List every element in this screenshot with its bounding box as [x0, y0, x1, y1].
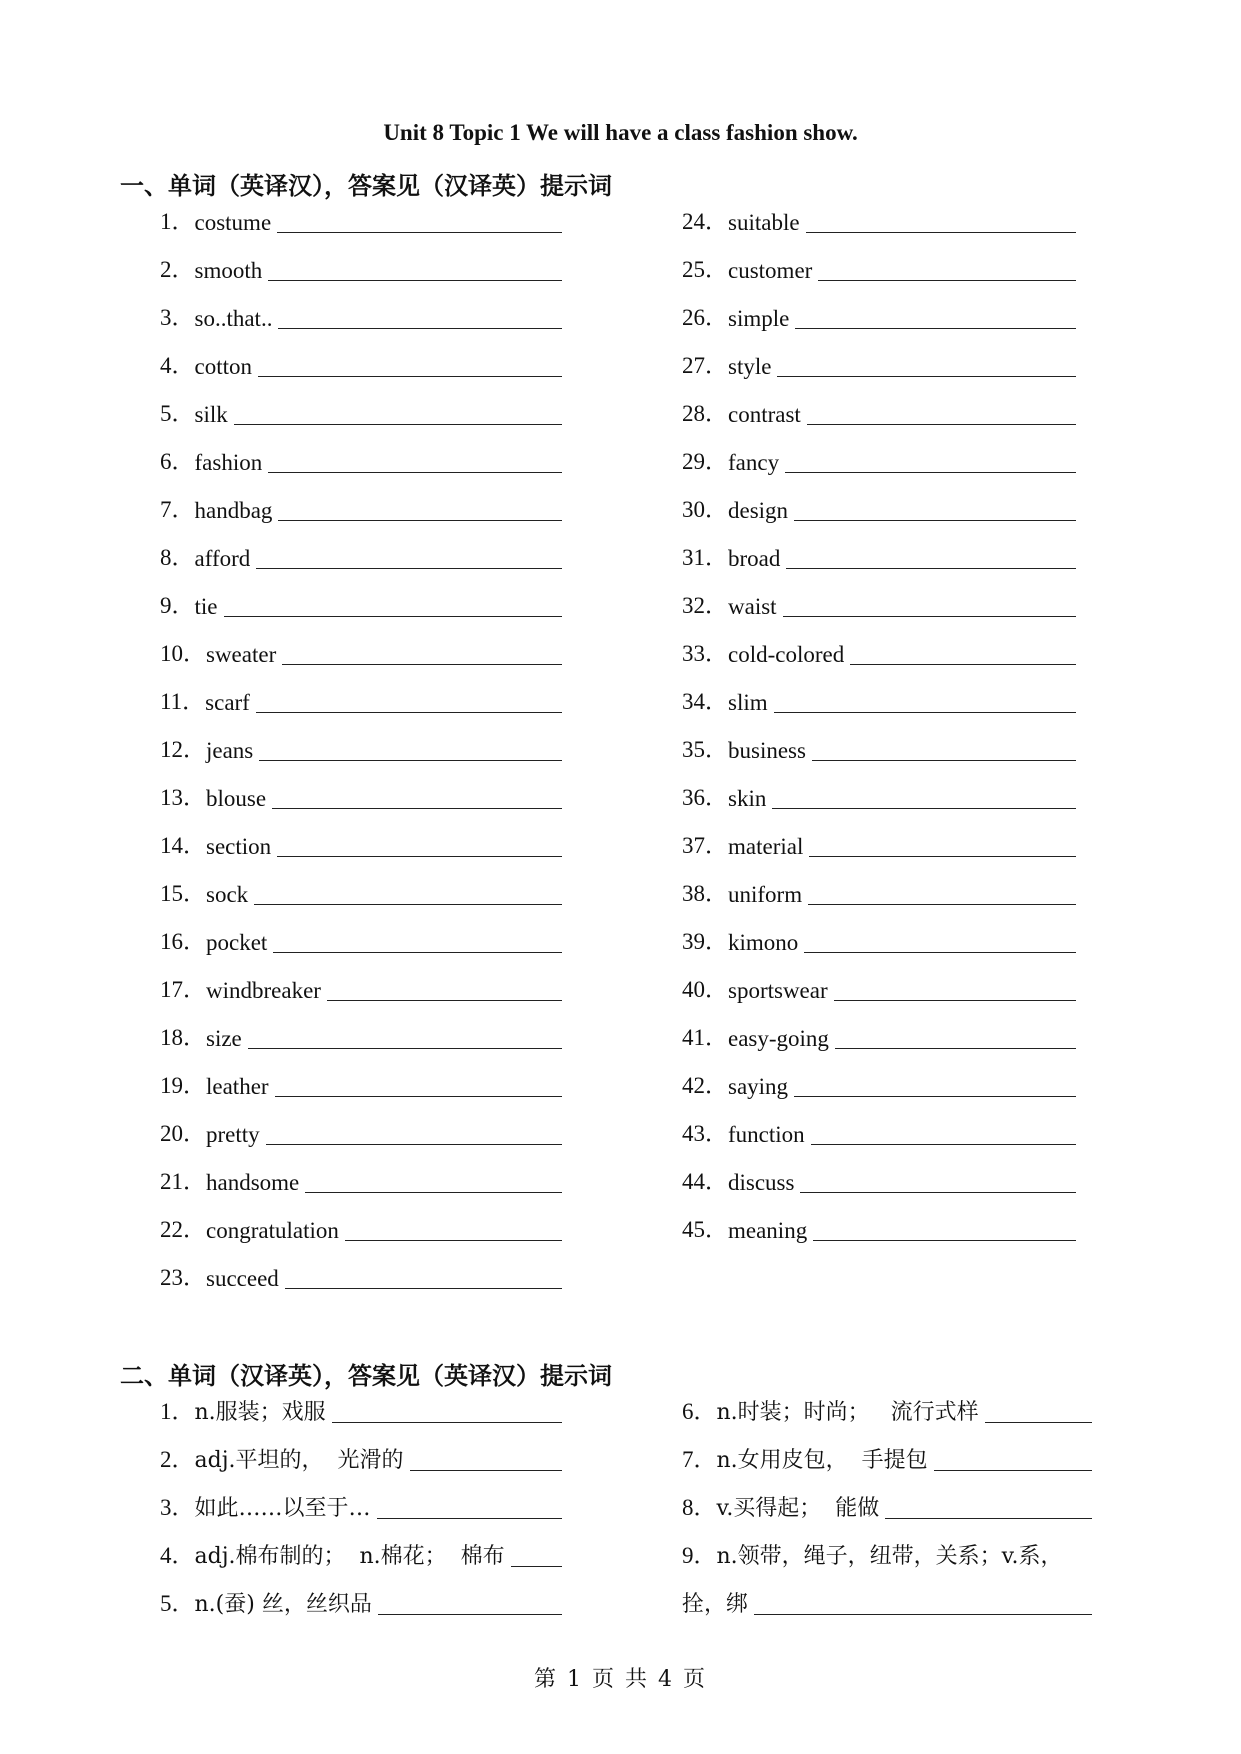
answer-blank[interactable]	[813, 1240, 1076, 1241]
answer-blank[interactable]	[258, 376, 562, 377]
vocab-item	[682, 860, 1076, 908]
item-word: n.时装；时尚； 流行式样	[716, 1400, 979, 1425]
item-word: 拴，绑	[682, 1592, 749, 1617]
vocab-item	[160, 1100, 562, 1148]
item-word: slim	[728, 690, 768, 715]
vocab-item	[682, 716, 1076, 764]
vocab-item	[682, 380, 1076, 428]
item-word: customer	[728, 258, 813, 283]
item-word: waist	[728, 594, 777, 619]
answer-blank[interactable]	[410, 1470, 562, 1471]
item-number: 4．	[160, 1543, 195, 1568]
vocab-item	[160, 764, 562, 812]
answer-blank[interactable]	[809, 856, 1076, 857]
vocab-item	[682, 668, 1076, 716]
answer-blank[interactable]	[777, 376, 1076, 377]
vocab-item	[682, 1378, 1092, 1426]
item-number: 18．	[160, 1025, 206, 1050]
item-word: sportswear	[728, 978, 828, 1003]
vocab-item	[682, 524, 1076, 572]
vocab-item	[160, 1570, 562, 1618]
page-title: Unit 8 Topic 1 We will have a class fashion show.	[383, 120, 858, 145]
item-word: n.领带，绳子，纽带，关系；v.系，	[716, 1544, 1063, 1569]
item-word: material	[728, 834, 804, 859]
vocab-item	[682, 572, 1076, 620]
item-word: handbag	[194, 498, 273, 523]
vocab-item	[160, 1522, 562, 1570]
page-footer: 第 1 页 共 4 页	[534, 1667, 707, 1692]
answer-blank[interactable]	[818, 280, 1076, 281]
item-word: succeed	[206, 1266, 279, 1291]
section1-left-column	[160, 188, 562, 1292]
answer-blank[interactable]	[256, 712, 562, 713]
vocab-item	[682, 1196, 1076, 1244]
item-word: scarf	[205, 690, 250, 715]
vocab-item	[682, 1100, 1076, 1148]
answer-blank[interactable]	[795, 328, 1076, 329]
section2-heading: 二、单词（汉译英），答案见（英译汉）提示词	[120, 1362, 612, 1390]
answer-blank[interactable]	[234, 424, 562, 425]
vocab-item	[682, 908, 1076, 956]
item-word: so..that..	[194, 306, 273, 331]
item-number: 17．	[160, 977, 206, 1002]
answer-blank[interactable]	[345, 1240, 562, 1241]
section1-right-column	[682, 188, 1076, 1244]
item-number: 32．	[682, 593, 728, 618]
vocab-item	[682, 1148, 1076, 1196]
item-word: smooth	[194, 258, 263, 283]
item-number: 37．	[682, 833, 728, 858]
answer-blank[interactable]	[275, 1096, 562, 1097]
vocab-item	[682, 1570, 1092, 1618]
vocab-item	[682, 188, 1076, 236]
vocab-item	[682, 812, 1076, 860]
item-word: v.买得起； 能做	[716, 1496, 880, 1521]
item-number: 1．	[160, 1399, 195, 1424]
item-number: 8．	[682, 1495, 717, 1520]
answer-blank[interactable]	[282, 664, 562, 665]
item-number: 31．	[682, 545, 728, 570]
item-number: 3．	[160, 305, 195, 330]
answer-blank[interactable]	[277, 232, 562, 233]
item-word: cold-colored	[728, 642, 845, 667]
answer-blank[interactable]	[835, 1048, 1076, 1049]
vocab-item	[682, 1426, 1092, 1474]
answer-blank[interactable]	[278, 520, 562, 521]
item-word: cotton	[194, 354, 252, 379]
item-number: 5．	[160, 1591, 195, 1616]
vocab-item	[682, 956, 1076, 1004]
answer-blank[interactable]	[808, 904, 1076, 905]
item-number: 4．	[160, 353, 195, 378]
section2-left-column	[160, 1378, 562, 1618]
item-word: fancy	[728, 450, 780, 475]
vocab-item	[682, 1522, 1092, 1570]
vocab-item	[160, 332, 562, 380]
item-number: 36．	[682, 785, 728, 810]
item-word: design	[728, 498, 789, 523]
item-word: easy-going	[728, 1026, 829, 1051]
item-number: 19．	[160, 1073, 206, 1098]
vocab-item	[160, 620, 562, 668]
item-number: 25．	[682, 257, 728, 282]
vocab-item	[682, 284, 1076, 332]
item-word: n.(蚕) 丝，丝织品	[194, 1592, 372, 1617]
item-number: 34．	[682, 689, 728, 714]
vocab-item	[160, 668, 562, 716]
vocab-item	[160, 1004, 562, 1052]
vocab-item	[160, 908, 562, 956]
item-number: 10．	[160, 641, 206, 666]
vocab-item	[160, 1378, 562, 1426]
item-number: 7．	[682, 1447, 717, 1472]
item-word: size	[206, 1026, 242, 1051]
answer-blank[interactable]	[804, 952, 1076, 953]
item-word: style	[728, 354, 772, 379]
answer-blank[interactable]	[794, 520, 1076, 521]
item-number: 23．	[160, 1265, 206, 1290]
vocab-item	[160, 812, 562, 860]
answer-blank[interactable]	[254, 904, 562, 905]
item-word: n.女用皮包， 手提包	[716, 1448, 928, 1473]
answer-blank[interactable]	[812, 760, 1076, 761]
answer-blank[interactable]	[278, 328, 562, 329]
vocab-item	[160, 284, 562, 332]
item-number: 27．	[682, 353, 728, 378]
item-word: sock	[206, 882, 249, 907]
item-word: pretty	[206, 1122, 260, 1147]
vocab-item	[160, 1474, 562, 1522]
vocab-item	[160, 1244, 562, 1292]
item-word: congratulation	[206, 1218, 339, 1243]
answer-blank[interactable]	[266, 1144, 562, 1145]
answer-blank[interactable]	[224, 616, 563, 617]
answer-blank[interactable]	[783, 616, 1076, 617]
item-number: 20．	[160, 1121, 206, 1146]
item-number: 38．	[682, 881, 728, 906]
vocab-item	[160, 1148, 562, 1196]
answer-blank[interactable]	[807, 424, 1076, 425]
answer-blank[interactable]	[834, 1000, 1076, 1001]
item-word: afford	[194, 546, 251, 571]
answer-blank[interactable]	[377, 1518, 562, 1519]
vocab-item	[160, 188, 562, 236]
vocab-item	[682, 620, 1076, 668]
vocab-item	[160, 956, 562, 1004]
item-word: fashion	[194, 450, 263, 475]
item-number: 16．	[160, 929, 206, 954]
item-number: 7．	[160, 497, 195, 522]
item-number: 45．	[682, 1217, 728, 1242]
vocab-item	[682, 476, 1076, 524]
vocab-item	[160, 1426, 562, 1474]
item-number: 15．	[160, 881, 206, 906]
item-word: skin	[728, 786, 767, 811]
item-number: 9．	[160, 593, 195, 618]
item-number: 22．	[160, 1217, 206, 1242]
item-word: kimono	[728, 930, 799, 955]
answer-blank[interactable]	[272, 808, 562, 809]
answer-blank[interactable]	[786, 568, 1076, 569]
item-number: 24．	[682, 209, 728, 234]
answer-blank[interactable]	[806, 232, 1076, 233]
answer-blank[interactable]	[268, 472, 562, 473]
vocab-item	[682, 764, 1076, 812]
item-word: silk	[194, 402, 228, 427]
item-word: leather	[206, 1074, 269, 1099]
item-number: 14．	[160, 833, 206, 858]
item-word: simple	[728, 306, 790, 331]
item-number: 5．	[160, 401, 195, 426]
vocab-item	[160, 428, 562, 476]
item-word: uniform	[728, 882, 803, 907]
item-number: 44．	[682, 1169, 728, 1194]
item-number: 42．	[682, 1073, 728, 1098]
vocab-item	[682, 1004, 1076, 1052]
item-word: contrast	[728, 402, 801, 427]
item-word: adj.棉布制的； n.棉花； 棉布	[194, 1544, 505, 1569]
answer-blank[interactable]	[885, 1518, 1092, 1519]
answer-blank[interactable]	[259, 760, 562, 761]
item-number: 43．	[682, 1121, 728, 1146]
item-number: 6．	[682, 1399, 717, 1424]
answer-blank[interactable]	[934, 1470, 1092, 1471]
answer-blank[interactable]	[774, 712, 1076, 713]
answer-blank[interactable]	[811, 1144, 1076, 1145]
item-word: section	[206, 834, 272, 859]
item-number: 6．	[160, 449, 195, 474]
vocab-item	[160, 380, 562, 428]
item-number: 8．	[160, 545, 195, 570]
item-number: 41．	[682, 1025, 728, 1050]
item-word: suitable	[728, 210, 800, 235]
item-word: discuss	[728, 1170, 795, 1195]
vocab-item	[160, 1196, 562, 1244]
item-word: pocket	[206, 930, 268, 955]
item-word: 如此……以至于…	[194, 1496, 371, 1521]
item-word: broad	[728, 546, 781, 571]
item-number: 1．	[160, 209, 195, 234]
item-word: jeans	[206, 738, 254, 763]
item-word: windbreaker	[206, 978, 321, 1003]
item-number: 33．	[682, 641, 728, 666]
item-number: 3．	[160, 1495, 195, 1520]
answer-blank[interactable]	[285, 1288, 562, 1289]
answer-blank[interactable]	[305, 1192, 562, 1193]
vocab-item	[160, 524, 562, 572]
item-word: blouse	[206, 786, 267, 811]
item-number: 26．	[682, 305, 728, 330]
vocab-item	[160, 1052, 562, 1100]
item-number: 9．	[682, 1543, 717, 1568]
section1-heading: 一、单词（英译汉），答案见（汉译英）提示词	[120, 172, 612, 200]
item-word: handsome	[206, 1170, 300, 1195]
vocab-item	[682, 332, 1076, 380]
item-number: 35．	[682, 737, 728, 762]
section2-right-column	[682, 1378, 1092, 1618]
vocab-item	[682, 1052, 1076, 1100]
item-word: tie	[194, 594, 218, 619]
vocab-item	[682, 1474, 1092, 1522]
answer-blank[interactable]	[327, 1000, 562, 1001]
vocab-item	[160, 236, 562, 284]
item-number: 11．	[160, 689, 206, 714]
answer-blank[interactable]	[754, 1614, 1092, 1615]
answer-blank[interactable]	[800, 1192, 1076, 1193]
answer-blank[interactable]	[511, 1566, 562, 1567]
item-number: 2．	[160, 1447, 195, 1472]
item-number: 28．	[682, 401, 728, 426]
item-number: 2．	[160, 257, 195, 282]
item-word: function	[728, 1122, 805, 1147]
answer-blank[interactable]	[772, 808, 1076, 809]
vocab-item	[160, 572, 562, 620]
item-word: costume	[194, 210, 272, 235]
item-number: 29．	[682, 449, 728, 474]
answer-blank[interactable]	[273, 952, 562, 953]
item-number: 12．	[160, 737, 206, 762]
item-word: sweater	[206, 642, 277, 667]
item-number: 39．	[682, 929, 728, 954]
vocab-item	[682, 428, 1076, 476]
item-number: 13．	[160, 785, 206, 810]
answer-blank[interactable]	[378, 1614, 562, 1615]
answer-blank[interactable]	[850, 664, 1076, 665]
answer-blank[interactable]	[277, 856, 562, 857]
item-word: business	[728, 738, 806, 763]
answer-blank[interactable]	[785, 472, 1076, 473]
item-word: n.服装；戏服	[194, 1400, 326, 1425]
item-number: 21．	[160, 1169, 206, 1194]
vocab-item	[160, 476, 562, 524]
answer-blank[interactable]	[256, 568, 562, 569]
item-word: meaning	[728, 1218, 808, 1243]
vocab-item	[160, 716, 562, 764]
answer-blank[interactable]	[268, 280, 562, 281]
answer-blank[interactable]	[794, 1096, 1076, 1097]
answer-blank[interactable]	[248, 1048, 562, 1049]
answer-blank[interactable]	[332, 1422, 562, 1423]
item-number: 30．	[682, 497, 728, 522]
item-word: saying	[728, 1074, 789, 1099]
item-number: 40．	[682, 977, 728, 1002]
vocab-item	[682, 236, 1076, 284]
item-word: adj.平坦的， 光滑的	[194, 1448, 404, 1473]
vocab-item	[160, 860, 562, 908]
answer-blank[interactable]	[985, 1422, 1092, 1423]
